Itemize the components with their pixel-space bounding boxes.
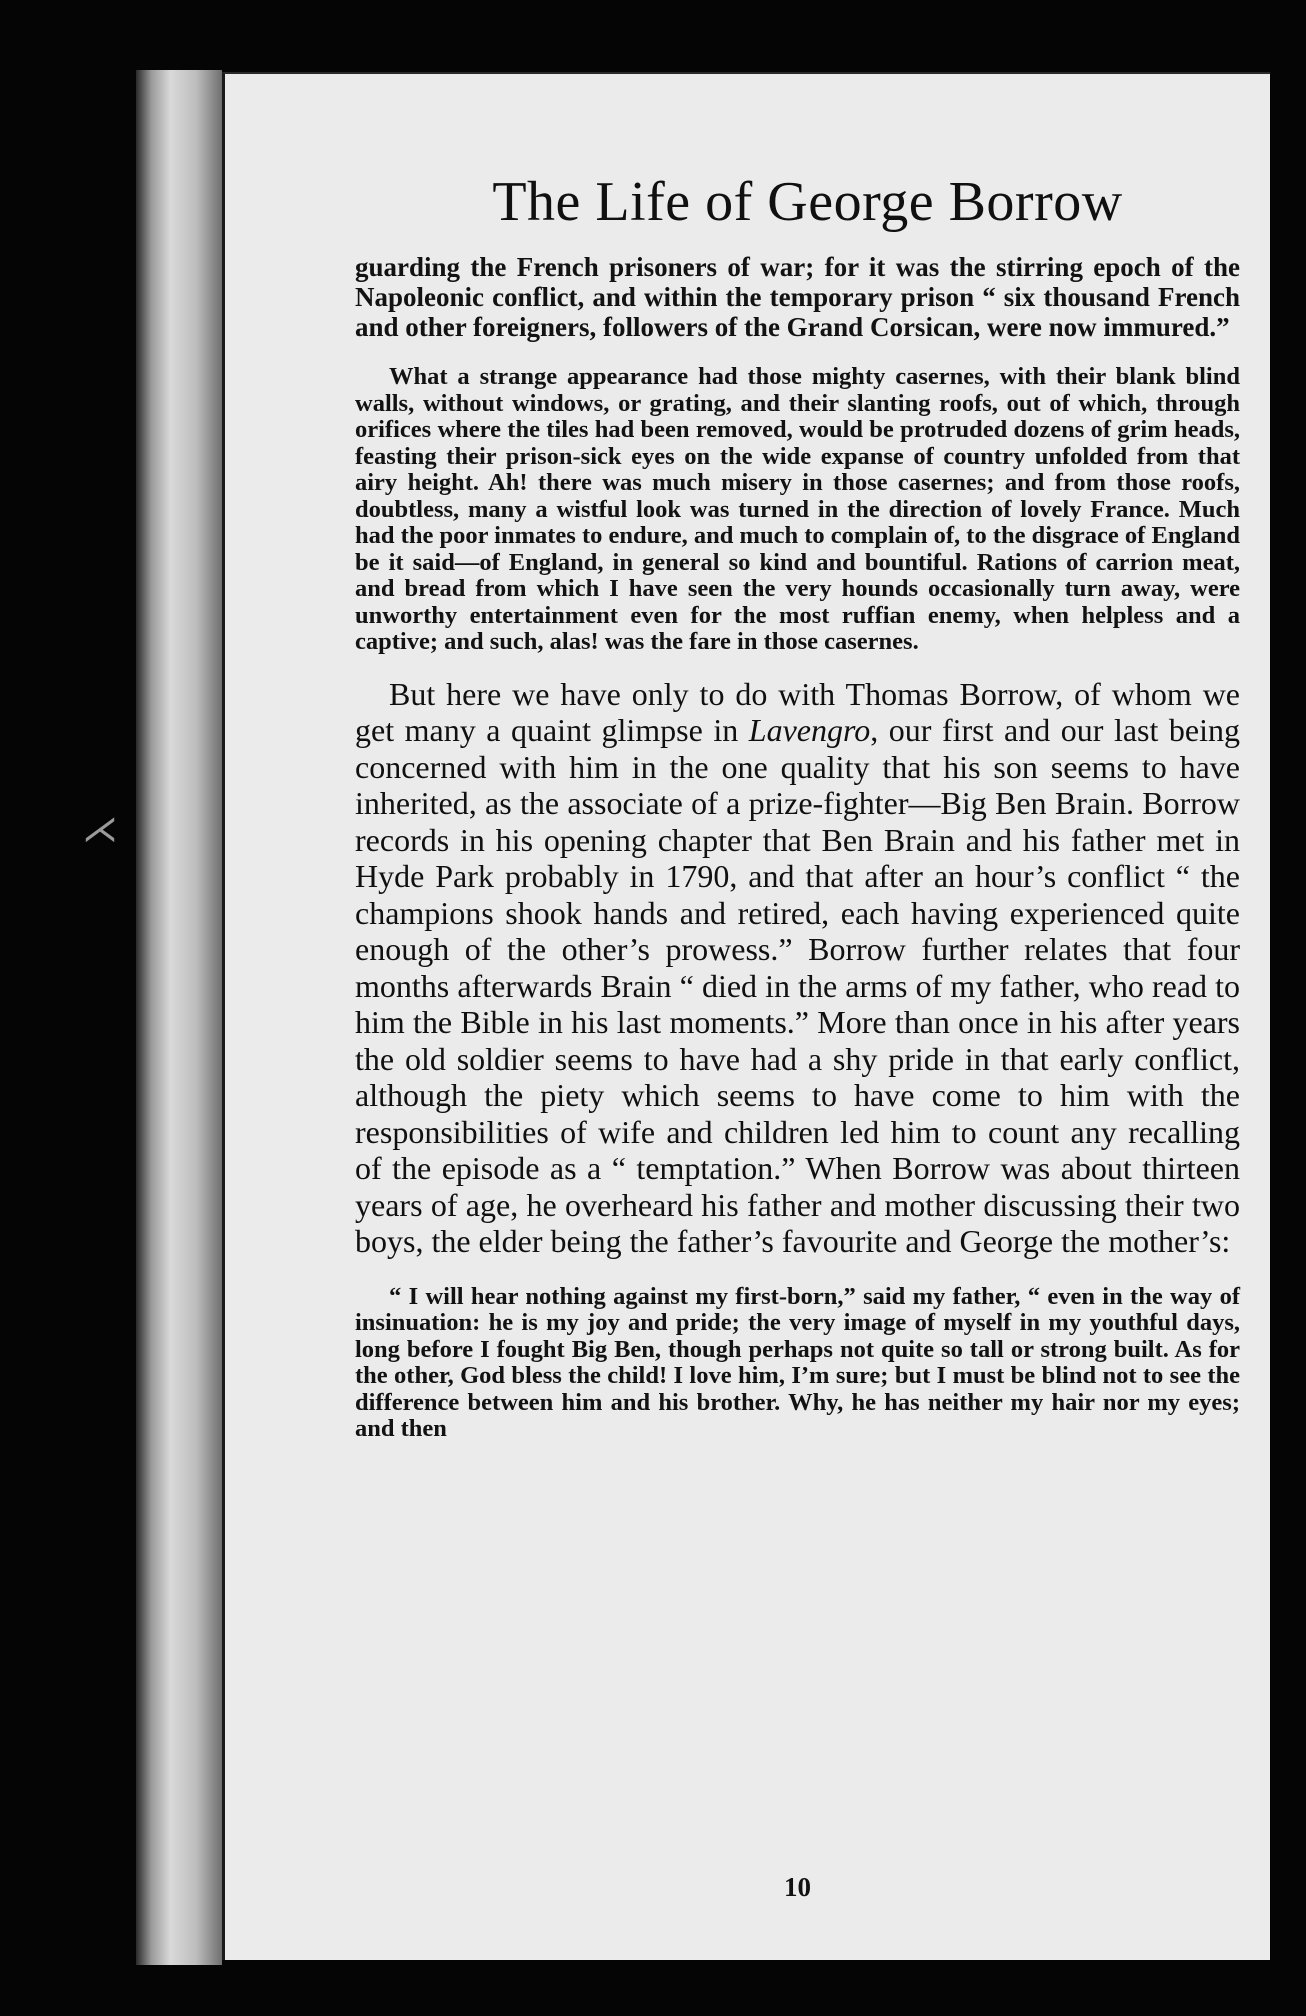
book-title-lavengro: Lavengro xyxy=(748,712,871,748)
book-spine xyxy=(136,70,222,1965)
paragraph-text-b: , our first and our last being concerned with him in the one quality that his son seems to have inherited, as the associate of a prize-fighter—Big Ben Brain. Borrow records in his opening chapter that Ben Brain and his father met in Hyde Park probably in 1790, and that after an hour’s conflict “ the champions shook hands and retired, each having experienced quite enough of the other’s prowess.” Borrow further relates that four months afterwards Brain “ died in the arms of my father, who read to him the Bible in his last moments.” More than once in his after years the old soldier seems to have had a shy pride in that early conflict, although the piety which seems to have come to him with the responsibilities of wife and children led him to count any recalling of the episode as a “ temptation.” When Borrow was about thirteen years of age, he overheard his father and mother discussing their two boys, the elder being the father’s favourite and George the mother’s: xyxy=(355,712,1241,1259)
block-quote-casernes: What a strange appearance had those mighty casernes, with their blank blind walls, without windows, or grating, and their slanting roofs, out of which, through orifices where the tiles had been removed, would be protruded dozens of grim heads, feasting their prison-sick eyes on the wide expanse of country unfolded from that airy height. Ah! there was much misery in those casernes; and from those roofs, doubtless, many a wistful look was turned in the direction of lovely France. Much had the poor inmates to endure, and much to complain of, to the disgrace of England be it said—of England, in general so kind and bountiful. Rations of carrion meat, and bread from which I have seen the very hounds occasionally turn away, were unworthy entertainment even for the most ruffian enemy, when helpless and a captive; and such, alas! was the fare in those casernes. xyxy=(355,363,1240,655)
page-number: 10 xyxy=(784,1872,811,1902)
paragraph-text-a: But here we have only to do with Thomas Borrow, of whom we get many a quaint glimpse in xyxy=(355,675,1240,748)
continued-paragraph: guarding the French prisoners of war; for it was the stirring epoch of the Napoleonic conflict, and within the temporary prison “ six thousand French and other foreigners, followers of the Grand Corsican, were now immured.” xyxy=(355,252,1240,342)
book-page xyxy=(222,72,1270,1960)
running-head: The Life of George Borrow xyxy=(492,171,1123,233)
paragraph-thomas-borrow xyxy=(355,676,1240,1260)
margin-mark: ⋌ xyxy=(82,809,118,849)
page-content xyxy=(355,170,1241,1902)
block-quote-father: “ I will hear nothing against my first-born,” said my father, “ even in the way of insinuation: he is my joy and pride; the very image of myself in my youthful days, long before I fought Big Ben, though perhaps not quite so tall or strong built. As for the other, God bless the child! I love him, I’m sure; but I must be blind not to see the difference between him and his brother. Why, he has neither my hair nor my eyes; and then xyxy=(355,1282,1240,1442)
